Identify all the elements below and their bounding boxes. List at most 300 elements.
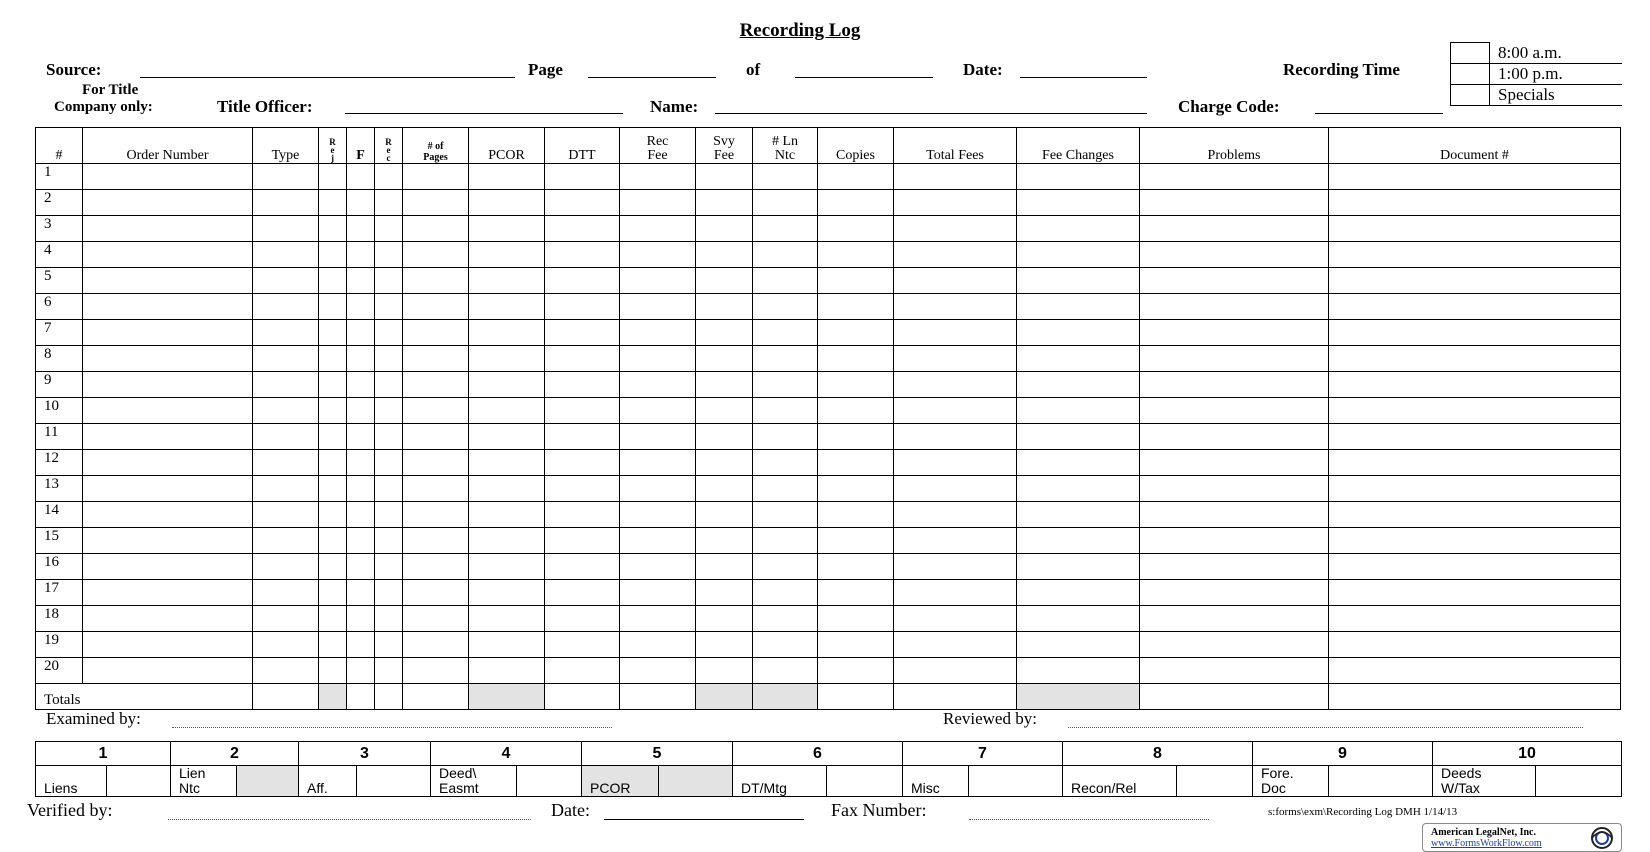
table-cell[interactable]	[83, 476, 253, 502]
table-cell[interactable]	[1017, 294, 1140, 320]
name-field[interactable]	[715, 113, 1147, 114]
table-cell[interactable]	[319, 294, 347, 320]
table-cell[interactable]	[545, 450, 620, 476]
table-cell[interactable]	[469, 190, 545, 216]
table-cell[interactable]	[620, 502, 696, 528]
table-cell[interactable]	[1140, 450, 1329, 476]
table-cell[interactable]	[894, 320, 1017, 346]
table-cell[interactable]	[1140, 632, 1329, 658]
table-cell[interactable]	[894, 424, 1017, 450]
table-cell[interactable]	[319, 606, 347, 632]
table-cell[interactable]	[469, 606, 545, 632]
table-cell[interactable]	[753, 476, 818, 502]
table-cell[interactable]	[469, 476, 545, 502]
table-cell[interactable]	[403, 606, 469, 632]
table-cell[interactable]	[818, 164, 894, 190]
table-cell[interactable]	[319, 632, 347, 658]
table-cell[interactable]	[1017, 554, 1140, 580]
table-cell[interactable]	[319, 190, 347, 216]
table-cell[interactable]	[375, 242, 403, 268]
totals-cell[interactable]	[545, 684, 620, 710]
table-cell[interactable]	[469, 502, 545, 528]
table-cell[interactable]	[375, 268, 403, 294]
table-cell[interactable]	[753, 164, 818, 190]
table-cell[interactable]	[375, 320, 403, 346]
table-cell[interactable]	[696, 580, 753, 606]
table-cell[interactable]	[1140, 164, 1329, 190]
table-cell[interactable]	[545, 268, 620, 294]
american-legalnet-logo[interactable]	[1422, 823, 1622, 852]
table-cell[interactable]	[620, 528, 696, 554]
table-cell[interactable]	[403, 294, 469, 320]
table-cell[interactable]	[753, 606, 818, 632]
table-cell[interactable]	[469, 632, 545, 658]
table-cell[interactable]	[253, 216, 319, 242]
table-cell[interactable]	[83, 580, 253, 606]
table-cell[interactable]	[253, 528, 319, 554]
table-cell[interactable]	[818, 294, 894, 320]
table-cell[interactable]	[319, 476, 347, 502]
table-cell[interactable]	[347, 320, 375, 346]
totals-cell[interactable]	[753, 684, 818, 710]
table-cell[interactable]	[545, 528, 620, 554]
table-cell[interactable]	[403, 528, 469, 554]
table-cell[interactable]	[319, 554, 347, 580]
table-cell[interactable]	[620, 216, 696, 242]
table-cell[interactable]	[403, 190, 469, 216]
table-cell[interactable]	[620, 346, 696, 372]
table-cell[interactable]	[620, 476, 696, 502]
table-cell[interactable]	[1017, 424, 1140, 450]
table-cell[interactable]	[347, 632, 375, 658]
table-cell[interactable]	[347, 242, 375, 268]
fax-number-field[interactable]	[969, 819, 1209, 820]
table-cell[interactable]	[1017, 164, 1140, 190]
table-cell[interactable]	[894, 658, 1017, 684]
totals-cell[interactable]	[375, 684, 403, 710]
table-cell[interactable]	[319, 424, 347, 450]
table-cell[interactable]	[818, 216, 894, 242]
table-cell[interactable]	[1329, 528, 1621, 554]
table-cell[interactable]	[753, 320, 818, 346]
verified-by-field[interactable]	[168, 819, 531, 820]
table-cell[interactable]	[403, 164, 469, 190]
table-cell[interactable]	[753, 502, 818, 528]
table-cell[interactable]	[696, 450, 753, 476]
table-cell[interactable]	[818, 372, 894, 398]
table-cell[interactable]	[696, 502, 753, 528]
table-cell[interactable]	[620, 424, 696, 450]
table-cell[interactable]	[83, 606, 253, 632]
table-cell[interactable]	[253, 658, 319, 684]
table-cell[interactable]	[620, 164, 696, 190]
table-cell[interactable]	[403, 502, 469, 528]
table-cell[interactable]	[375, 476, 403, 502]
examined-by-field[interactable]	[172, 727, 612, 728]
table-cell[interactable]	[319, 658, 347, 684]
table-cell[interactable]	[894, 450, 1017, 476]
table-cell[interactable]	[83, 502, 253, 528]
table-cell[interactable]	[1017, 216, 1140, 242]
table-cell[interactable]	[753, 398, 818, 424]
table-cell[interactable]	[1329, 320, 1621, 346]
table-cell[interactable]	[375, 346, 403, 372]
table-cell[interactable]	[319, 320, 347, 346]
table-cell[interactable]	[253, 294, 319, 320]
table-cell[interactable]	[83, 346, 253, 372]
totals-cell[interactable]	[347, 684, 375, 710]
table-cell[interactable]	[375, 398, 403, 424]
table-cell[interactable]	[545, 320, 620, 346]
table-cell[interactable]	[1329, 372, 1621, 398]
table-cell[interactable]	[1017, 476, 1140, 502]
table-cell[interactable]	[894, 190, 1017, 216]
table-cell[interactable]	[403, 658, 469, 684]
table-cell[interactable]	[894, 268, 1017, 294]
checkbox-8am[interactable]	[1451, 43, 1490, 64]
table-cell[interactable]	[469, 372, 545, 398]
table-cell[interactable]	[1017, 502, 1140, 528]
table-cell[interactable]	[403, 554, 469, 580]
checkbox-1pm[interactable]	[1451, 63, 1490, 84]
table-cell[interactable]	[620, 190, 696, 216]
table-cell[interactable]	[375, 580, 403, 606]
table-cell[interactable]	[375, 372, 403, 398]
table-cell[interactable]	[545, 164, 620, 190]
table-cell[interactable]	[1140, 476, 1329, 502]
totals-cell[interactable]	[696, 684, 753, 710]
table-cell[interactable]	[818, 190, 894, 216]
table-cell[interactable]	[545, 216, 620, 242]
table-cell[interactable]	[894, 242, 1017, 268]
table-cell[interactable]	[403, 242, 469, 268]
table-cell[interactable]	[1140, 580, 1329, 606]
table-cell[interactable]	[1140, 190, 1329, 216]
table-cell[interactable]	[1017, 528, 1140, 554]
table-cell[interactable]	[83, 632, 253, 658]
table-cell[interactable]	[403, 268, 469, 294]
table-cell[interactable]	[347, 658, 375, 684]
table-cell[interactable]	[1017, 268, 1140, 294]
table-cell[interactable]	[403, 216, 469, 242]
table-cell[interactable]	[620, 580, 696, 606]
table-cell[interactable]	[253, 268, 319, 294]
table-cell[interactable]	[83, 268, 253, 294]
table-cell[interactable]	[469, 294, 545, 320]
table-cell[interactable]	[83, 424, 253, 450]
table-cell[interactable]	[894, 294, 1017, 320]
table-cell[interactable]	[545, 424, 620, 450]
table-cell[interactable]	[469, 554, 545, 580]
table-cell[interactable]	[403, 450, 469, 476]
table-cell[interactable]	[347, 450, 375, 476]
table-cell[interactable]	[1140, 294, 1329, 320]
table-cell[interactable]	[894, 398, 1017, 424]
table-cell[interactable]	[1329, 164, 1621, 190]
table-cell[interactable]	[620, 242, 696, 268]
table-cell[interactable]	[469, 450, 545, 476]
table-cell[interactable]	[1017, 450, 1140, 476]
table-cell[interactable]	[347, 294, 375, 320]
table-cell[interactable]	[83, 242, 253, 268]
table-cell[interactable]	[696, 294, 753, 320]
table-cell[interactable]	[1017, 398, 1140, 424]
totals-cell[interactable]	[620, 684, 696, 710]
table-cell[interactable]	[375, 502, 403, 528]
table-cell[interactable]	[1329, 606, 1621, 632]
table-cell[interactable]	[403, 372, 469, 398]
charge-code-field[interactable]	[1315, 113, 1443, 114]
table-cell[interactable]	[894, 606, 1017, 632]
table-cell[interactable]	[469, 268, 545, 294]
table-cell[interactable]	[375, 424, 403, 450]
table-cell[interactable]	[83, 190, 253, 216]
table-cell[interactable]	[753, 216, 818, 242]
table-cell[interactable]	[696, 242, 753, 268]
table-cell[interactable]	[347, 372, 375, 398]
table-cell[interactable]	[894, 502, 1017, 528]
table-cell[interactable]	[620, 632, 696, 658]
table-cell[interactable]	[375, 554, 403, 580]
table-cell[interactable]	[818, 242, 894, 268]
table-cell[interactable]	[347, 502, 375, 528]
table-cell[interactable]	[1329, 294, 1621, 320]
table-cell[interactable]	[753, 294, 818, 320]
table-cell[interactable]	[83, 398, 253, 424]
table-cell[interactable]	[620, 398, 696, 424]
table-cell[interactable]	[1017, 190, 1140, 216]
table-cell[interactable]	[620, 606, 696, 632]
table-cell[interactable]	[696, 476, 753, 502]
table-cell[interactable]	[469, 346, 545, 372]
table-cell[interactable]	[403, 580, 469, 606]
table-cell[interactable]	[319, 528, 347, 554]
table-cell[interactable]	[1140, 658, 1329, 684]
verified-date-field[interactable]	[604, 819, 804, 820]
table-cell[interactable]	[894, 632, 1017, 658]
table-cell[interactable]	[818, 606, 894, 632]
table-cell[interactable]	[1017, 658, 1140, 684]
table-cell[interactable]	[1329, 242, 1621, 268]
table-cell[interactable]	[894, 580, 1017, 606]
totals-cell[interactable]	[818, 684, 894, 710]
table-cell[interactable]	[1140, 502, 1329, 528]
table-cell[interactable]	[545, 372, 620, 398]
table-cell[interactable]	[347, 606, 375, 632]
table-cell[interactable]	[1140, 424, 1329, 450]
table-cell[interactable]	[894, 164, 1017, 190]
table-cell[interactable]	[347, 398, 375, 424]
table-cell[interactable]	[818, 450, 894, 476]
table-cell[interactable]	[894, 216, 1017, 242]
totals-cell[interactable]	[1329, 684, 1621, 710]
table-cell[interactable]	[347, 476, 375, 502]
table-cell[interactable]	[818, 268, 894, 294]
category-count-cell[interactable]	[659, 766, 733, 797]
totals-cell[interactable]	[319, 684, 347, 710]
table-cell[interactable]	[696, 554, 753, 580]
table-cell[interactable]	[469, 424, 545, 450]
table-cell[interactable]	[347, 528, 375, 554]
table-cell[interactable]	[1329, 346, 1621, 372]
table-cell[interactable]	[545, 346, 620, 372]
table-cell[interactable]	[818, 554, 894, 580]
table-cell[interactable]	[347, 554, 375, 580]
table-cell[interactable]	[696, 528, 753, 554]
table-cell[interactable]	[403, 346, 469, 372]
totals-cell[interactable]	[894, 684, 1017, 710]
table-cell[interactable]	[545, 658, 620, 684]
table-cell[interactable]	[620, 450, 696, 476]
table-cell[interactable]	[696, 398, 753, 424]
table-cell[interactable]	[1140, 242, 1329, 268]
table-cell[interactable]	[347, 164, 375, 190]
table-cell[interactable]	[253, 320, 319, 346]
table-cell[interactable]	[469, 528, 545, 554]
table-cell[interactable]	[375, 190, 403, 216]
table-cell[interactable]	[753, 268, 818, 294]
table-cell[interactable]	[375, 450, 403, 476]
table-cell[interactable]	[1140, 320, 1329, 346]
table-cell[interactable]	[696, 424, 753, 450]
table-cell[interactable]	[696, 164, 753, 190]
table-cell[interactable]	[469, 164, 545, 190]
table-cell[interactable]	[1329, 476, 1621, 502]
table-cell[interactable]	[1329, 268, 1621, 294]
table-cell[interactable]	[1329, 658, 1621, 684]
table-cell[interactable]	[375, 658, 403, 684]
table-cell[interactable]	[1140, 554, 1329, 580]
table-cell[interactable]	[545, 294, 620, 320]
table-cell[interactable]	[83, 216, 253, 242]
table-cell[interactable]	[696, 658, 753, 684]
table-cell[interactable]	[545, 502, 620, 528]
table-cell[interactable]	[1017, 320, 1140, 346]
table-cell[interactable]	[818, 320, 894, 346]
table-cell[interactable]	[894, 554, 1017, 580]
table-cell[interactable]	[696, 632, 753, 658]
table-cell[interactable]	[347, 268, 375, 294]
table-cell[interactable]	[1017, 580, 1140, 606]
table-cell[interactable]	[545, 554, 620, 580]
table-cell[interactable]	[620, 372, 696, 398]
table-cell[interactable]	[319, 242, 347, 268]
totals-cell[interactable]	[403, 684, 469, 710]
table-cell[interactable]	[253, 190, 319, 216]
table-cell[interactable]	[253, 424, 319, 450]
table-cell[interactable]	[696, 320, 753, 346]
table-cell[interactable]	[696, 606, 753, 632]
table-cell[interactable]	[818, 658, 894, 684]
table-cell[interactable]	[253, 580, 319, 606]
table-cell[interactable]	[83, 554, 253, 580]
table-cell[interactable]	[1140, 372, 1329, 398]
table-cell[interactable]	[347, 580, 375, 606]
table-cell[interactable]	[319, 502, 347, 528]
table-cell[interactable]	[375, 632, 403, 658]
table-cell[interactable]	[319, 164, 347, 190]
table-cell[interactable]	[545, 632, 620, 658]
table-cell[interactable]	[620, 268, 696, 294]
table-cell[interactable]	[1017, 606, 1140, 632]
table-cell[interactable]	[1140, 346, 1329, 372]
table-cell[interactable]	[696, 346, 753, 372]
table-cell[interactable]	[753, 424, 818, 450]
page-total-field[interactable]	[795, 77, 933, 78]
table-cell[interactable]	[818, 398, 894, 424]
table-cell[interactable]	[818, 632, 894, 658]
table-cell[interactable]	[347, 424, 375, 450]
source-field[interactable]	[140, 77, 515, 78]
table-cell[interactable]	[83, 528, 253, 554]
table-cell[interactable]	[1140, 398, 1329, 424]
table-cell[interactable]	[545, 398, 620, 424]
table-cell[interactable]	[894, 528, 1017, 554]
table-cell[interactable]	[818, 346, 894, 372]
table-cell[interactable]	[1017, 242, 1140, 268]
table-cell[interactable]	[753, 346, 818, 372]
table-cell[interactable]	[469, 398, 545, 424]
table-cell[interactable]	[545, 476, 620, 502]
table-cell[interactable]	[83, 450, 253, 476]
table-cell[interactable]	[753, 658, 818, 684]
table-cell[interactable]	[1329, 632, 1621, 658]
table-cell[interactable]	[1329, 216, 1621, 242]
table-cell[interactable]	[83, 294, 253, 320]
table-cell[interactable]	[253, 372, 319, 398]
category-count-cell[interactable]	[1536, 766, 1622, 797]
table-cell[interactable]	[375, 528, 403, 554]
table-cell[interactable]	[545, 606, 620, 632]
table-cell[interactable]	[253, 502, 319, 528]
category-count-cell[interactable]	[1329, 766, 1433, 797]
category-count-cell[interactable]	[237, 766, 299, 797]
table-cell[interactable]	[469, 580, 545, 606]
table-cell[interactable]	[403, 476, 469, 502]
table-cell[interactable]	[403, 632, 469, 658]
table-cell[interactable]	[347, 190, 375, 216]
table-cell[interactable]	[253, 164, 319, 190]
table-cell[interactable]	[696, 190, 753, 216]
logo-website-link[interactable]: www.FormsWorkFlow.com	[1431, 838, 1542, 849]
table-cell[interactable]	[1017, 372, 1140, 398]
category-count-cell[interactable]	[517, 766, 582, 797]
table-cell[interactable]	[83, 320, 253, 346]
table-cell[interactable]	[469, 320, 545, 346]
table-cell[interactable]	[753, 450, 818, 476]
checkbox-specials[interactable]	[1451, 84, 1490, 105]
table-cell[interactable]	[83, 372, 253, 398]
table-cell[interactable]	[818, 528, 894, 554]
table-cell[interactable]	[620, 320, 696, 346]
table-cell[interactable]	[620, 658, 696, 684]
table-cell[interactable]	[818, 580, 894, 606]
table-cell[interactable]	[1017, 632, 1140, 658]
title-officer-field[interactable]	[345, 113, 623, 114]
category-count-cell[interactable]	[969, 766, 1063, 797]
table-cell[interactable]	[1140, 606, 1329, 632]
table-cell[interactable]	[347, 346, 375, 372]
table-cell[interactable]	[545, 242, 620, 268]
table-cell[interactable]	[1329, 190, 1621, 216]
totals-cell[interactable]	[469, 684, 545, 710]
table-cell[interactable]	[83, 658, 253, 684]
table-cell[interactable]	[545, 190, 620, 216]
table-cell[interactable]	[894, 346, 1017, 372]
table-cell[interactable]	[347, 216, 375, 242]
table-cell[interactable]	[319, 398, 347, 424]
table-cell[interactable]	[1329, 502, 1621, 528]
